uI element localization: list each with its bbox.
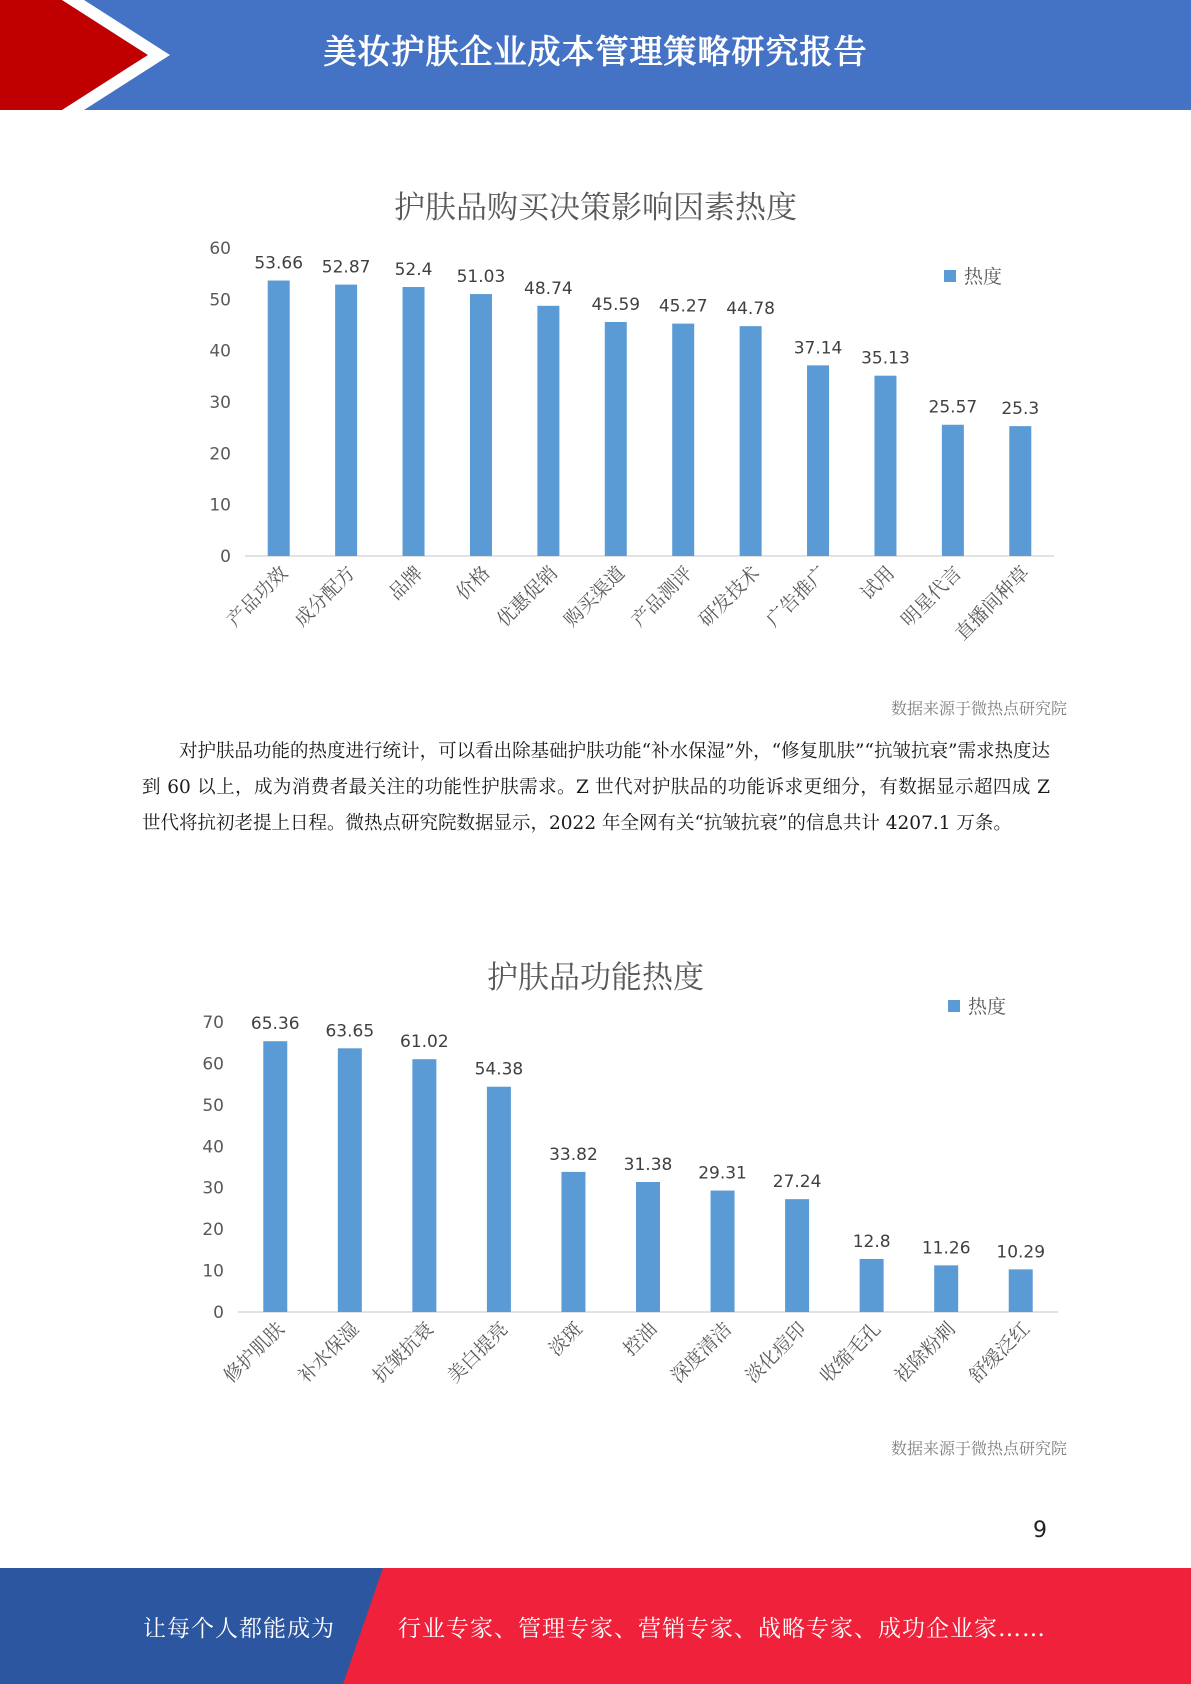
bar bbox=[807, 365, 829, 556]
category-label: 直播间种草 bbox=[951, 561, 1034, 645]
category-label: 购买渠道 bbox=[560, 561, 630, 632]
chart-plot bbox=[0, 170, 1191, 730]
bar bbox=[263, 1041, 287, 1312]
bar bbox=[605, 322, 627, 556]
bar bbox=[1009, 1269, 1033, 1312]
bar bbox=[537, 306, 559, 556]
data-label: 29.31 bbox=[698, 1163, 747, 1184]
bar bbox=[561, 1172, 585, 1312]
data-label: 37.14 bbox=[793, 338, 843, 359]
purchase-factors-chart bbox=[0, 170, 1191, 730]
category-label: 深度清洁 bbox=[666, 1317, 737, 1388]
data-label: 63.65 bbox=[325, 1021, 375, 1042]
y-tick-label: 20 bbox=[209, 444, 231, 465]
category-label: 成分配方 bbox=[290, 561, 360, 632]
data-label: 45.59 bbox=[591, 294, 641, 315]
bar bbox=[268, 281, 290, 556]
category-label: 品牌 bbox=[384, 561, 428, 605]
data-label: 27.24 bbox=[772, 1172, 822, 1193]
category-label: 控油 bbox=[619, 1317, 662, 1361]
body-paragraph: 对护肤品功能的热度进行统计，可以看出除基础护肤功能“补水保湿”外，“修复肌肤”“抗皱抗衰”需求热度达到 60 以上，成为消费者最关注的功能性护肤需求。Z 世代对护肤品的功能诉求更细分，有数据显示超四成 Z 世代将抗初老提上日程。微热点研究院数据显示，2022 年全网有关“抗皱抗衰”的信息共计 4207.1 万条。 bbox=[142, 741, 1050, 834]
data-label: 52.87 bbox=[321, 257, 371, 278]
category-label: 舒缓泛红 bbox=[964, 1317, 1035, 1388]
data-source-note: 数据来源于微热点研究院 bbox=[890, 1439, 1067, 1458]
data-source-note: 数据来源于微热点研究院 bbox=[890, 699, 1067, 718]
category-label: 价格 bbox=[452, 561, 495, 605]
category-label: 优惠促销 bbox=[492, 561, 562, 632]
category-label: 修护肌肤 bbox=[219, 1317, 289, 1388]
category-label: 产品功效 bbox=[222, 561, 293, 632]
data-label: 51.03 bbox=[456, 267, 506, 288]
skincare-function-chart bbox=[0, 940, 1191, 1460]
page-number: 9 bbox=[1033, 1518, 1047, 1543]
chart-legend bbox=[944, 262, 1002, 289]
bar bbox=[942, 425, 964, 556]
y-tick-label: 60 bbox=[209, 239, 231, 259]
y-tick-label: 30 bbox=[202, 1178, 224, 1199]
data-label: 53.66 bbox=[254, 253, 304, 274]
y-tick-label: 70 bbox=[202, 1013, 224, 1033]
chart-plot bbox=[0, 940, 1191, 1460]
data-label: 35.13 bbox=[861, 348, 910, 369]
bar bbox=[934, 1265, 958, 1312]
y-tick-label: 20 bbox=[202, 1220, 224, 1241]
y-tick-label: 40 bbox=[202, 1137, 224, 1158]
data-label: 52.4 bbox=[394, 260, 433, 281]
bar bbox=[672, 324, 694, 556]
category-label: 收缩毛孔 bbox=[815, 1317, 886, 1388]
category-label: 试用 bbox=[856, 561, 899, 605]
data-label: 45.27 bbox=[658, 296, 708, 317]
bar bbox=[470, 294, 492, 556]
bar bbox=[412, 1059, 436, 1312]
data-label: 25.57 bbox=[928, 397, 978, 418]
y-tick-label: 50 bbox=[202, 1095, 224, 1116]
y-tick-label: 10 bbox=[202, 1261, 224, 1282]
bar bbox=[487, 1087, 511, 1312]
legend-swatch bbox=[948, 1000, 960, 1012]
data-label: 33.82 bbox=[549, 1144, 598, 1165]
chart-title: 护肤品购买决策影响因素热度 bbox=[394, 190, 797, 226]
y-tick-label: 0 bbox=[220, 547, 231, 567]
y-tick-label: 60 bbox=[202, 1054, 224, 1075]
category-label: 明星代言 bbox=[897, 561, 967, 632]
bar bbox=[1009, 426, 1031, 556]
bar bbox=[785, 1199, 809, 1312]
data-label: 54.38 bbox=[474, 1059, 524, 1080]
bar bbox=[636, 1182, 660, 1312]
chart-title: 护肤品功能热度 bbox=[487, 960, 704, 996]
category-label: 祛除粉刺 bbox=[890, 1317, 960, 1388]
legend-label: 热度 bbox=[968, 996, 1007, 1018]
data-label: 11.26 bbox=[921, 1238, 971, 1259]
data-label: 61.02 bbox=[400, 1032, 449, 1053]
category-label: 广告推广 bbox=[762, 561, 832, 632]
category-label: 抗皱抗衰 bbox=[368, 1317, 438, 1388]
y-tick-label: 0 bbox=[213, 1303, 224, 1323]
category-label: 补水保湿 bbox=[294, 1317, 364, 1388]
y-tick-label: 30 bbox=[209, 393, 231, 413]
footer-slogan-right: 行业专家、管理专家、营销专家、战略专家、成功企业家…… bbox=[398, 1616, 1046, 1642]
page-header bbox=[0, 0, 1191, 110]
y-tick-label: 10 bbox=[209, 495, 231, 516]
data-label: 10.29 bbox=[996, 1242, 1046, 1263]
y-tick-label: 40 bbox=[209, 341, 231, 362]
page-footer bbox=[0, 1568, 1191, 1684]
bar bbox=[740, 326, 762, 556]
data-label: 48.74 bbox=[524, 278, 573, 299]
y-tick-label: 50 bbox=[209, 290, 231, 311]
report-title: 美妆护肤企业成本管理策略研究报告 bbox=[323, 32, 868, 71]
data-label: 31.38 bbox=[623, 1154, 673, 1175]
bar bbox=[403, 287, 425, 556]
data-label: 44.78 bbox=[726, 299, 775, 320]
data-label: 65.36 bbox=[250, 1014, 300, 1035]
legend-label: 热度 bbox=[964, 266, 1003, 288]
footer-slogan-left: 让每个人都能成为 bbox=[143, 1616, 335, 1642]
category-label: 研发技术 bbox=[694, 561, 765, 632]
bar bbox=[335, 285, 357, 556]
bar bbox=[860, 1259, 884, 1312]
chart-legend bbox=[948, 992, 1006, 1019]
bar bbox=[338, 1048, 362, 1312]
category-label: 美白提亮 bbox=[443, 1317, 513, 1388]
category-label: 产品测评 bbox=[627, 561, 697, 632]
bar bbox=[874, 376, 896, 556]
data-label: 12.8 bbox=[852, 1231, 891, 1252]
category-label: 淡斑 bbox=[544, 1317, 587, 1361]
bar bbox=[711, 1191, 735, 1312]
data-label: 25.3 bbox=[1001, 399, 1040, 420]
category-label: 淡化痘印 bbox=[741, 1317, 811, 1388]
legend-swatch bbox=[944, 270, 956, 282]
